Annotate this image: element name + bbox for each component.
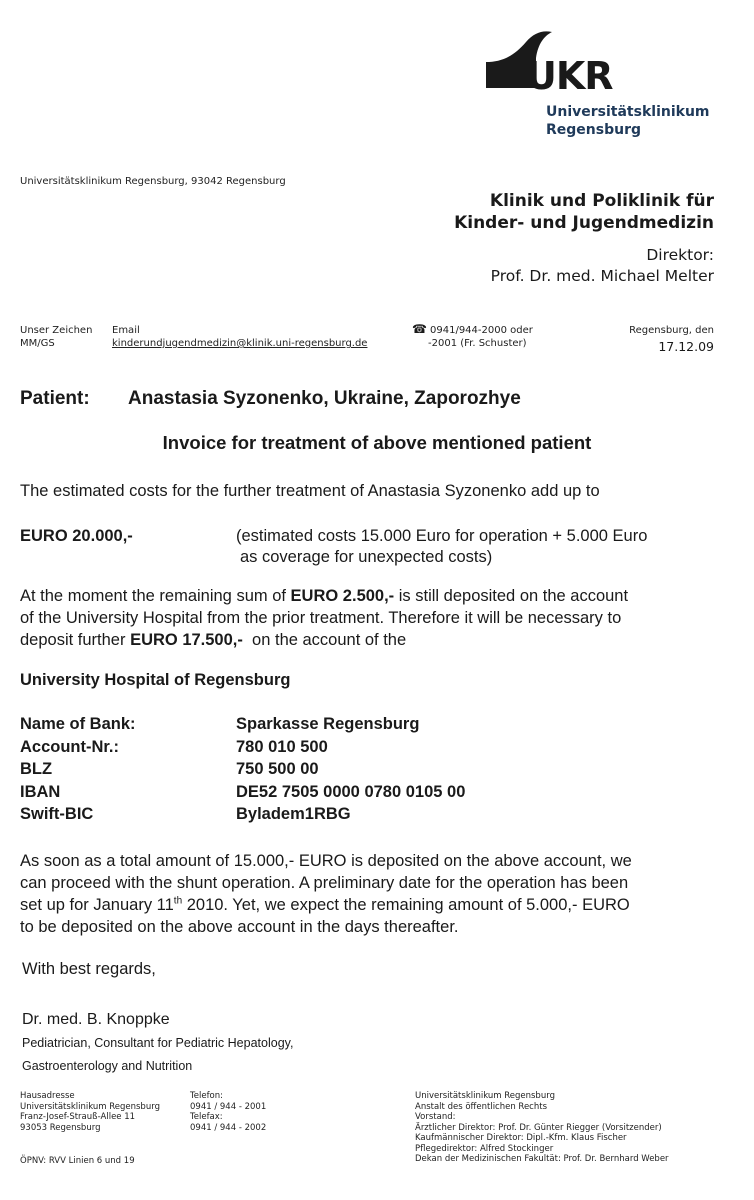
logo-line2: Regensburg <box>546 122 642 138</box>
phone-line1: 0941/944-2000 oder <box>430 325 533 336</box>
signature-title1: Pediatrician, Consultant for Pediatric Hepatology, <box>22 1036 294 1050</box>
closing-line1: As soon as a total amount of 15.000,- EURO is deposited on the above account, we <box>20 852 632 870</box>
estimate-note-line1: (estimated costs 15.000 Euro for operation + 5.000 Euro <box>236 527 648 545</box>
bank-row <box>20 713 620 736</box>
closing-paragraph <box>20 850 720 938</box>
footer-address: Hausadresse Universitätsklinikum Regensburg Franz-Josef-Strauß-Allee 11 93053 Regensburg <box>20 1091 160 1133</box>
patient-name: Anastasia Syzonenko, Ukraine, Zaporozhye <box>128 388 521 409</box>
ukr-logo <box>482 28 712 148</box>
director-name: Prof. Dr. med. Michael Melter <box>490 267 714 285</box>
reference-value: MM/GS <box>20 338 55 349</box>
remaining-line2: of the University Hospital from the prior treatment. Therefore it will be necessary to <box>20 609 622 627</box>
hospital-name: University Hospital of Regensburg <box>20 671 291 689</box>
account-label: Account-Nr.: <box>20 737 119 756</box>
place-label: Regensburg, den <box>629 325 714 336</box>
estimate-amount: EURO 20.000,- <box>20 527 133 545</box>
estimate-note-line2: as coverage for unexpected costs) <box>240 548 493 566</box>
footer-transit: ÖPNV: RVV Linien 6 und 19 <box>20 1156 135 1166</box>
bank-row <box>20 803 620 826</box>
regards: With best regards, <box>22 960 156 978</box>
phone-icon: ☎ <box>412 322 427 336</box>
iban-label: IBAN <box>20 782 61 801</box>
closing-line4: to be deposited on the above account in the days thereafter. <box>20 918 459 936</box>
patient-label: Patient: <box>20 388 90 409</box>
logo-line1: Universitätsklinikum <box>546 104 710 120</box>
invoice-subject: Invoice for treatment of above mentioned patient <box>162 432 592 453</box>
bank-label: Name of Bank: <box>20 715 136 733</box>
remaining-line1: At the moment the remaining sum of EURO 2.500,- is still deposited on the account <box>20 587 629 605</box>
closing-line3: set up for January 11th 2010. Yet, we expect the remaining amount of 5.000,- EURO <box>20 895 630 914</box>
footer-institution: Universitätsklinikum Regensburg Anstalt des öffentlichen Rechts Vorstand: Ärztlicher Direktor: Prof. Dr. Günter Riegger (Vorsitzender) Kaufmännischer Direktor: Dipl.-Kfm. Klaus Fischer Pflegedirektor: Alfred Stockinger Dekan der Medizinischen Fakultät: Prof. Dr. Bernhard Weber <box>415 1091 669 1164</box>
clinic-line1: Klinik und Poliklinik für <box>489 191 714 211</box>
director-label: Direktor: <box>646 246 714 264</box>
signature-name: Dr. med. B. Knoppke <box>22 1011 170 1028</box>
estimate-intro: The estimated costs for the further treatment of Anastasia Syzonenko add up to <box>20 482 600 500</box>
email-link[interactable]: kinderundjugendmedizin@klinik.uni-regensburg.de <box>112 338 368 349</box>
remaining-line3: deposit further EURO 17.500,- on the account of the <box>20 631 407 649</box>
clinic-block <box>294 190 714 287</box>
blz-value: 750 500 00 <box>236 760 319 778</box>
logo-letters: UKR <box>526 54 613 98</box>
phone-line2: -2001 (Fr. Schuster) <box>428 338 527 349</box>
remaining-paragraph <box>20 585 720 651</box>
remaining-amount: EURO 2.500,- <box>290 587 395 605</box>
signature-title2: Gastroenterology and Nutrition <box>22 1059 193 1073</box>
bank-value: Sparkasse Regensburg <box>236 715 420 733</box>
swift-label: Swift-BIC <box>20 805 94 823</box>
bank-row <box>20 758 620 781</box>
deposit-amount: EURO 17.500,- <box>130 631 243 649</box>
iban-value: DE52 7505 0000 0780 0105 00 <box>236 782 466 801</box>
footer-phone: Telefon: 0941 / 944 - 2001 Telefax: 0941 / 944 - 2002 <box>190 1091 267 1133</box>
sender-line: Universitätsklinikum Regensburg, 93042 Regensburg <box>20 176 286 187</box>
bank-details <box>20 713 620 826</box>
reference-label: Unser Zeichen <box>20 325 93 336</box>
swift-value: Byladem1RBG <box>236 805 351 823</box>
clinic-line2: Kinder- und Jugendmedizin <box>454 213 714 233</box>
account-value: 780 010 500 <box>236 737 328 756</box>
letter-date: 17.12.09 <box>658 339 714 354</box>
bank-row <box>20 781 620 804</box>
email-label: Email <box>112 325 140 336</box>
blz-label: BLZ <box>20 760 53 778</box>
bank-row <box>20 736 620 759</box>
closing-line2: can proceed with the shunt operation. A preliminary date for the operation has been <box>20 874 629 892</box>
